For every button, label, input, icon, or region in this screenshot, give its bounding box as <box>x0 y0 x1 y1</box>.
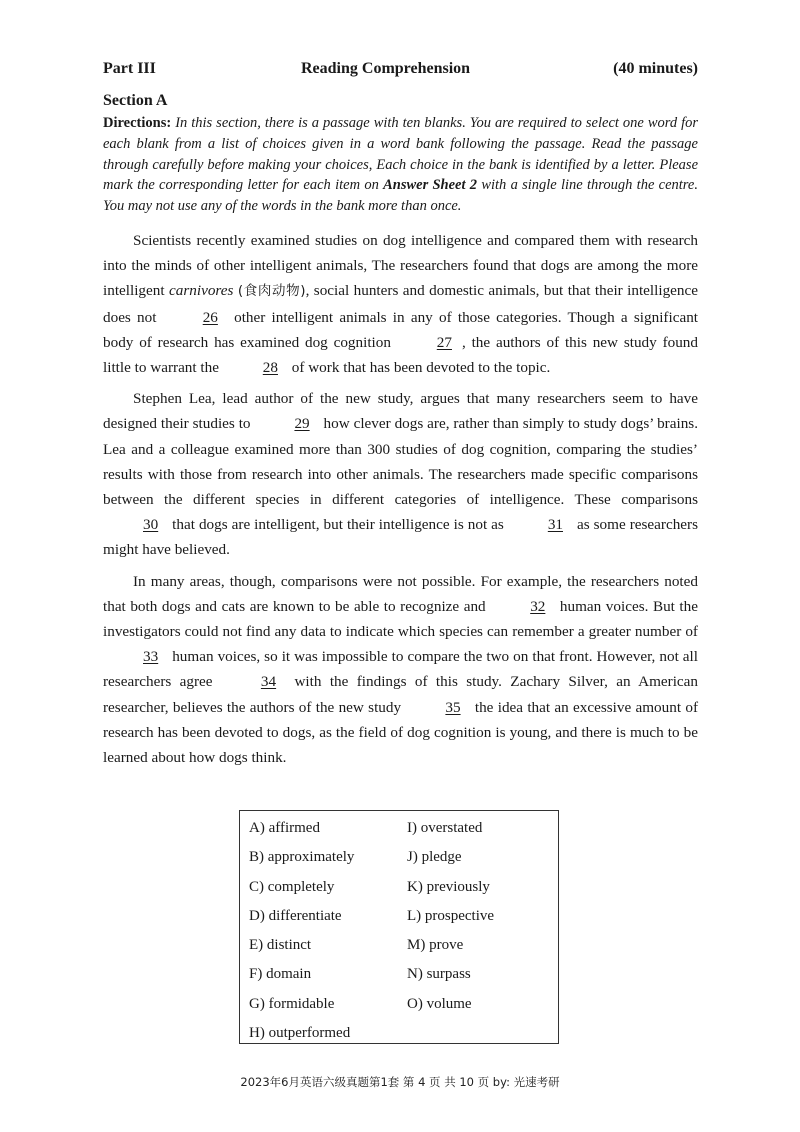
p2-text-b: how clever dogs are, rather than simply to study dogs’ brains. Lea and a colleague examined more than 300 studies of dog cognition, comparing the studies’ results with those from research into other animals. The researchers made specific comparisons between the different species in different categories of intelligence. These comparisons <box>103 415 698 509</box>
directions-text-1: In this section, there is a passage with ten blanks. You are required to select one word for each blank from a list of choices given in a word bank following the passage. Read the passage through carefully before making your choices, Each choice in the bank is identified by a letter. Please mark the corresponding letter for each item on <box>103 115 698 194</box>
reading-passage <box>103 228 698 776</box>
p3-text-e: the idea that an excessive amount of research has been devoted to dogs, as the field of dog cognition is young, and there is much to be learned about how dogs think. <box>103 698 699 767</box>
word-option: J) pledge <box>407 849 462 866</box>
p3-text-d: with the findings of this study. Zachary Silver, an American researcher, believes the authors of the new study <box>103 673 698 716</box>
blank-30: 30 <box>143 516 159 534</box>
word-option: C) completely <box>249 878 335 895</box>
p2-text-d: as some researchers might have believed. <box>103 516 698 559</box>
p1-text-d: , the authors of this new study found little to warrant the <box>103 333 698 377</box>
paragraph-1 <box>103 228 698 380</box>
p2-text-a: Stephen Lea, lead author of the new study, argues that many researchers seem to have designed their studies to <box>103 390 698 433</box>
word-option: M) prove <box>407 937 464 954</box>
word-option: H) outperformed <box>249 1025 351 1042</box>
time-limit: (40 minutes) <box>613 60 698 77</box>
p3-text-b: human voices. But the investigators could not find any data to indicate which species can remember a greater number of <box>103 597 698 641</box>
word-option: N) surpass <box>407 966 471 983</box>
chinese-gloss: (食肉动物) <box>237 283 306 300</box>
word-option: D) differentiate <box>249 907 342 924</box>
blank-34: 34 <box>260 673 277 691</box>
p1-text-a: Scientists recently examined studies on dog intelligence and compared them with research into the minds of other intelligent animals, The researchers found that dogs are among the more intelligent <box>103 232 698 300</box>
directions-text-2: with a single line through the centre. You may not use any of the words in the bank more than once. <box>103 177 698 215</box>
p3-text-a: In many areas, though, comparisons were not possible. For example, the researchers noted that both dogs and cats are known to be able to recognize and <box>103 572 698 615</box>
p3-text-c: human voices, so it was impossible to compare the two on that front. However, not all researchers agree <box>103 648 698 691</box>
p1-text-c: other intelligent animals in any of those categories. Though a significant body of research has examined dog cognition <box>103 308 699 351</box>
word-option: I) overstated <box>407 820 483 836</box>
blank-28: 28 <box>262 359 278 377</box>
p1-text-b: , social hunters and domestic animals, but that their intelligence does not <box>103 282 698 326</box>
word-option: A) affirmed <box>249 820 320 836</box>
word-option: O) volume <box>407 995 472 1012</box>
p1-text-e: of work that has been devoted to the topic. <box>287 359 551 377</box>
blank-33: 33 <box>143 648 159 666</box>
part-label: Part III <box>103 60 156 77</box>
paragraph-2 <box>103 386 698 562</box>
word-option: L) prospective <box>407 907 495 924</box>
blank-27: 27 <box>436 333 452 351</box>
directions-label: Directions: <box>103 115 172 131</box>
word-bank-left-column <box>249 817 354 1051</box>
section-heading: Section A <box>103 92 168 109</box>
word-bank-right-column <box>407 817 494 1022</box>
word-option: F) domain <box>249 966 312 983</box>
answer-sheet-ref: Answer Sheet 2 <box>383 177 478 194</box>
paragraph-3 <box>103 569 698 771</box>
blank-31: 31 <box>547 516 563 534</box>
word-option: G) formidable <box>249 995 335 1012</box>
word-option: E) distinct <box>249 937 312 954</box>
blank-32: 32 <box>530 597 546 615</box>
part-title: Reading Comprehension <box>301 60 471 77</box>
blank-35: 35 <box>445 698 461 716</box>
page-header <box>103 60 698 82</box>
word-bank <box>239 810 559 1044</box>
word-option: B) approximately <box>249 849 355 866</box>
carnivores-term: carnivores <box>169 282 234 300</box>
page-footer: 2023年6月英语六级真题第1套 第 4 页 共 10 页 by: 光速考研 <box>240 1075 560 1089</box>
blank-26: 26 <box>202 308 218 326</box>
directions <box>103 113 698 217</box>
word-option: K) previously <box>407 878 490 895</box>
blank-29: 29 <box>294 415 310 433</box>
p2-text-c: that dogs are intelligent, but their intelligence is not as <box>168 516 508 534</box>
